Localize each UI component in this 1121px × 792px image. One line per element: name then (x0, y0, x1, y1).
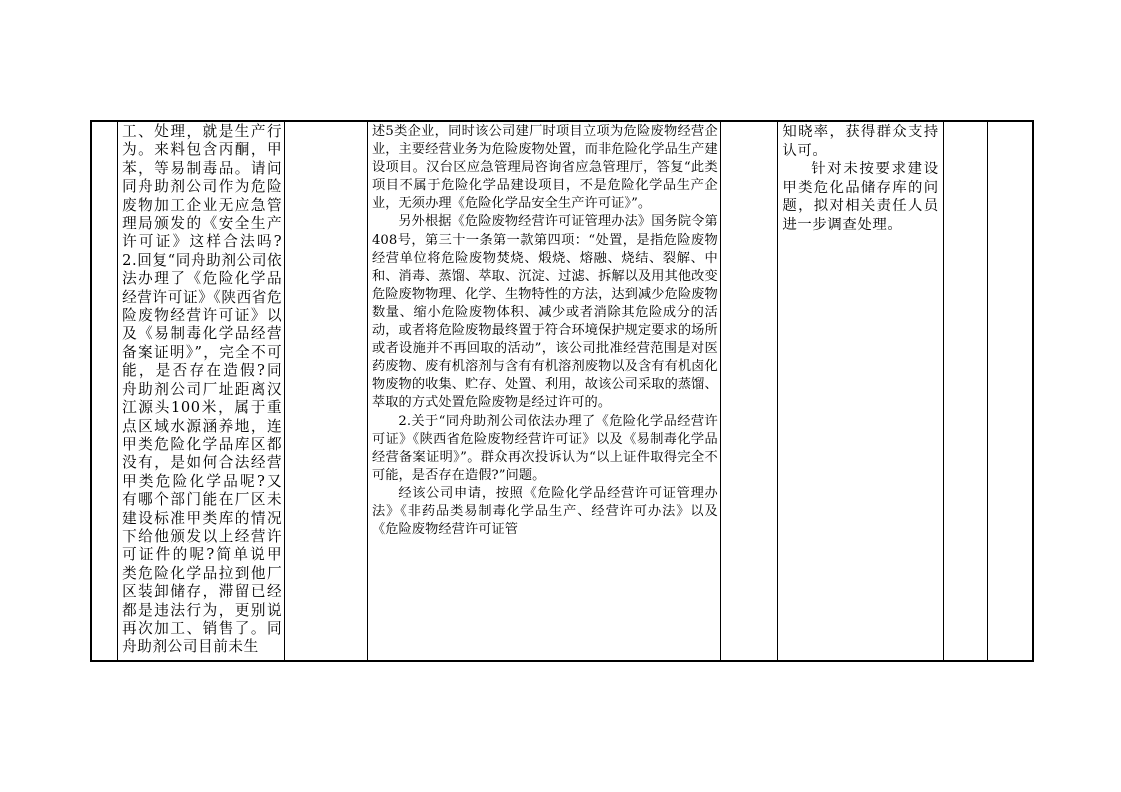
table-col-index (92, 122, 118, 660)
table-col-extra-1 (944, 122, 989, 660)
findings-paragraph: 另外根据《危险废物经营许可证管理办法》国务院令第408号，第三十一条第一款第四项：“处置，是指危险废物经营单位将危险废物焚烧、煅烧、熔融、烧结、裂解、中和、消毒、蒸馏、萃取、沉淀、过滤、拆解以及用其他改变危险废物物理、化学、生物特性的方法，达到减少危险废物数量、缩小危险废物体积、减少或者消除其危险成分的活动，或者将危险废物最终置于符合环境保护规定要求的场所或者设施并不再回取的活动”，该公司批准经营范围是对医药废物、废有机溶剂与含有有机溶剂废物以及含有有机卤化物废物的收集、贮存、处置、利用，故该公司采取的蒸馏、萃取的方式处置危险废物是经过许可的。 (371, 214, 718, 411)
action-paragraph: 知晓率，获得群众支持认可。 (782, 124, 939, 159)
findings-paragraph: 述5类企业，同时该公司建厂时项目立项为危险废物经营企业，主要经营业务为危险废物处置，而非危险化学品生产建设项目。汉台区应急管理局咨询省应急管理厅，答复“此类项目不属于危险化学品建设项目，不是危险化学品生产企业，无须办理《危险化学品安全生产许可证》”。 (371, 124, 718, 212)
table-col-status (721, 122, 779, 660)
findings-paragraph: 经该公司申请，按照《危险化学品经营许可证管理办法》《非药品类易制毒化学品生产、经营许可办法》以及《危险废物经营许可证管 (371, 485, 718, 538)
table-col-findings (368, 122, 721, 660)
table-col-category (285, 122, 368, 660)
findings-cell (368, 122, 720, 539)
table-col-extra-2 (988, 122, 1032, 660)
action-paragraph: 针对未按要求建设甲类危化品储存库的问题，拟对相关责任人员进一步调查处理。 (782, 161, 939, 233)
complaint-text: 工、处理，就是生产行为。来料包含丙酮，甲苯，等易制毒品。请问同舟助剂公司作为危险废物加工企业无应急管理局颁发的《安全生产许可证》这样合法吗?2.回复“同舟助剂公司依法办理了《危险化学品经营许可证》《陕西省危险废物经营许可证》以及《易制毒化学品经营备案证明》”，完全不可能，是否存在造假?同舟助剂公司厂址距离汉江源头100米，属于重点区域水源涵养地，连甲类危险化学品库区都没有，是如何合法经营甲类危险化学品呢?又有哪个部门能在厂区未建设标准甲类库的情况下给他颁发以上经营许可证件的呢?简单说甲类危险化学品拉到他厂区装卸储存，滞留已经都是违法行为，更别说再次加工、销售了。同舟助剂公司目前未生 (122, 123, 283, 656)
findings-paragraph: 2.关于“同舟助剂公司依法办理了《危险化学品经营许可证》《陕西省危险废物经营许可证》以及《易制毒化学品经营备案证明》”。群众再次投诉认为“以上证件取得完全不可能，是否存在造假?”问题。 (371, 413, 718, 483)
table-col-complaint (118, 122, 285, 660)
document-table (90, 120, 1034, 662)
table-col-action (778, 122, 943, 660)
action-cell (778, 122, 942, 235)
